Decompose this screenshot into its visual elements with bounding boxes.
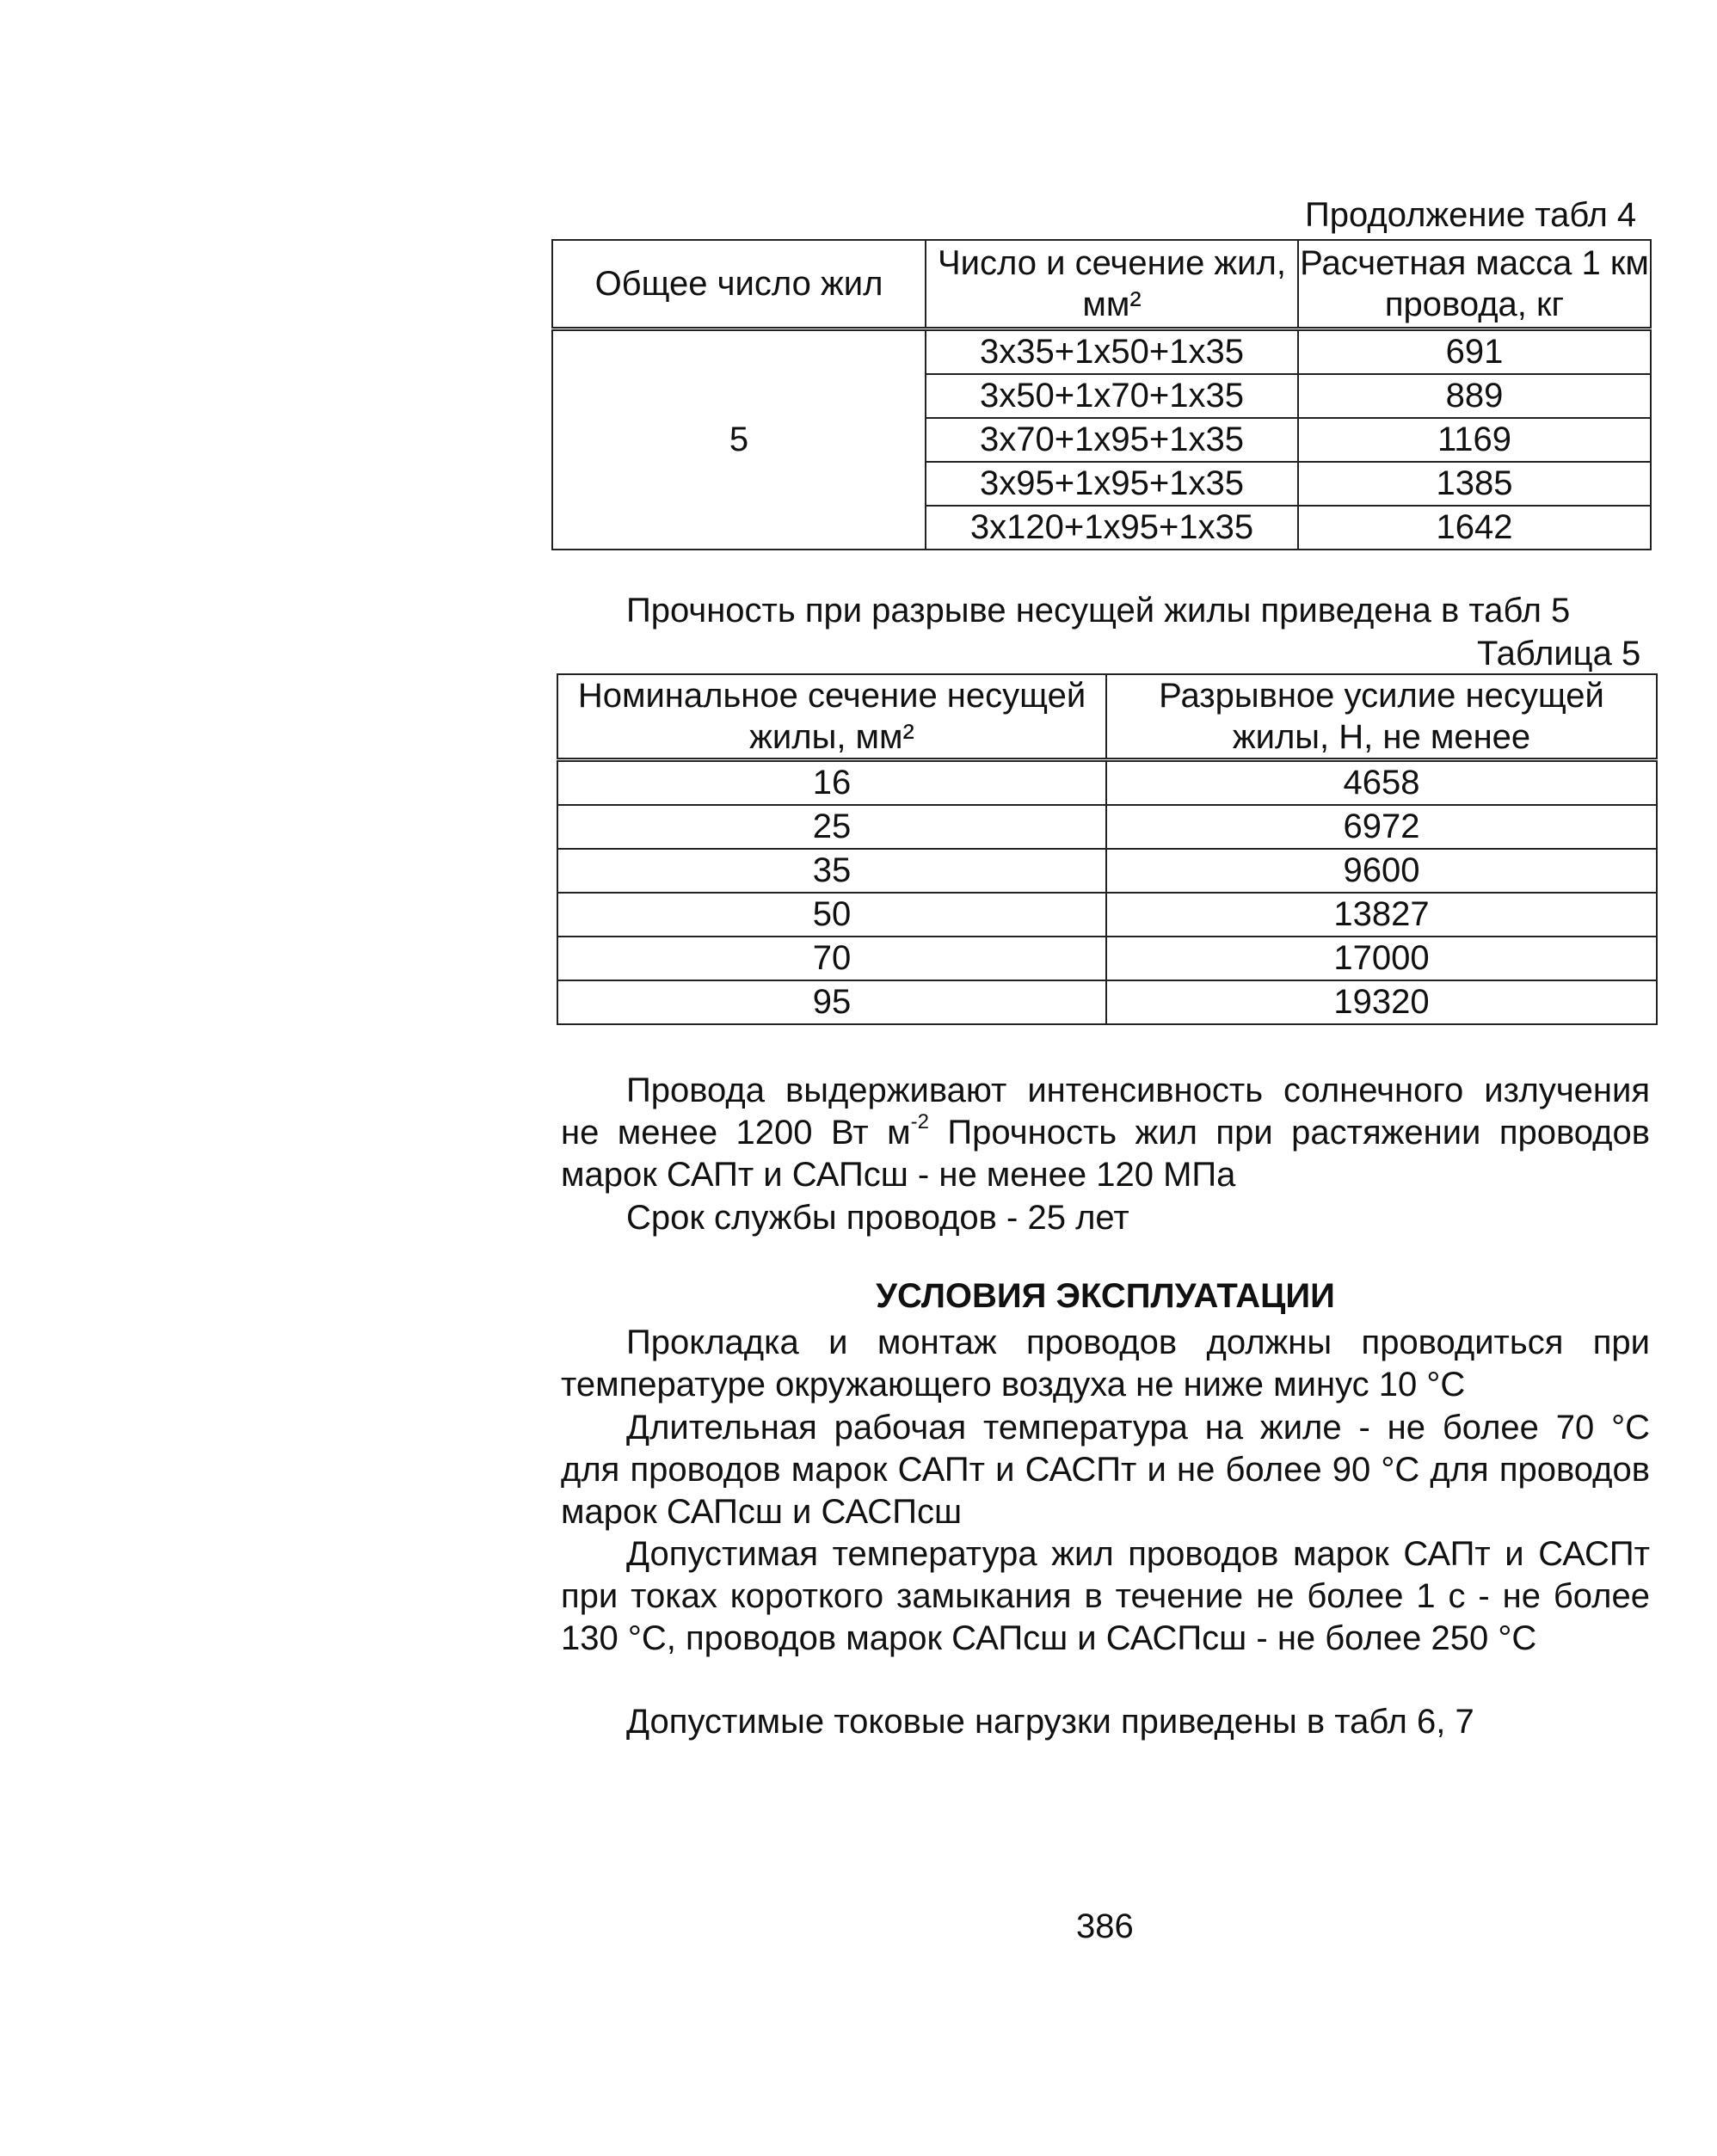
table5-section-cell: 95 [557, 980, 1106, 1024]
paragraph-text: Прочность жил при растяжении проводов марок САПт и САПсш - не менее 120 МПа [561, 1114, 1650, 1194]
table4-mass-cell: 889 [1298, 374, 1651, 418]
table5-section-cell: 16 [557, 760, 1106, 806]
table-row [557, 849, 1657, 893]
table-row [557, 980, 1657, 1024]
table4-mass-cell: 1169 [1298, 418, 1651, 462]
table5-section-cell: 70 [557, 937, 1106, 980]
table5-force-cell: 9600 [1106, 849, 1657, 893]
table5-header-section: Номинальное сечение несущей жилы, мм² [557, 674, 1106, 760]
table4-mass-cell: 691 [1298, 329, 1651, 375]
table5-intro-text: Прочность при разрыве несущей жилы приведена в табл 5 [626, 592, 1571, 630]
table4 [551, 239, 1652, 550]
table5-caption: Таблица 5 [1477, 635, 1641, 673]
table5-force-cell: 4658 [1106, 760, 1657, 806]
table-row [552, 329, 1651, 375]
table4-section-cell: 3x35+1x50+1x35 [926, 329, 1298, 375]
table-row [557, 760, 1657, 806]
table5 [557, 673, 1658, 1025]
table4-section-cell: 3x50+1x70+1x35 [926, 374, 1298, 418]
table5-force-cell: 17000 [1106, 937, 1657, 980]
table5-section-cell: 50 [557, 893, 1106, 937]
superscript: -2 [910, 1109, 929, 1133]
table4-section-cell: 3x95+1x95+1x35 [926, 462, 1298, 506]
table4-header-total-cores: Общее число жил [552, 240, 926, 329]
table4-total-cores-cell: 5 [552, 329, 926, 550]
table4-header-cores-section: Число и сечение жил, мм² [926, 240, 1298, 329]
table4-header-row [552, 240, 1651, 329]
table5-force-cell: 6972 [1106, 805, 1657, 849]
table5-section-cell: 35 [557, 849, 1106, 893]
table4-mass-cell: 1385 [1298, 462, 1651, 506]
table-row [557, 893, 1657, 937]
paragraph-solar-radiation [561, 1070, 1650, 1196]
paragraph-text: Провода выдерживают интенсивность солнечного излучения не менее 1200 Вт м [561, 1072, 1650, 1152]
table5-force-cell: 19320 [1106, 980, 1657, 1024]
table-row [557, 937, 1657, 980]
paragraph-operating-temperature: Длительная рабочая температура на жиле - не более 70 °С для проводов марок САПт и САСПт и не более 90 °С для проводов марок САПсш и САСПсш [561, 1409, 1650, 1531]
table4-mass-cell: 1642 [1298, 506, 1651, 550]
table5-section-cell: 25 [557, 805, 1106, 849]
table5-header-force: Разрывное усилие несущей жилы, Н, не менее [1106, 674, 1657, 760]
paragraph-current-loads: Допустимые токовые нагрузки приведены в табл 6, 7 [626, 1703, 1474, 1741]
table4-header-mass: Расчетная масса 1 км провода, кг [1298, 240, 1651, 329]
page-number: 386 [1076, 1907, 1134, 1945]
paragraph-short-circuit: Допустимая температура жил проводов марок САПт и САСПт при токах короткого замыкания в течение не более 1 с - не более 130 °С, проводов марок САПсш и САСПсш - не более 250 °С [561, 1535, 1650, 1657]
table-row [557, 805, 1657, 849]
paragraph-installation: Прокладка и монтаж проводов должны проводиться при температуре окружающего воздуха не ниже минус 10 °С [561, 1324, 1650, 1404]
paragraph-service-life: Срок службы проводов - 25 лет [626, 1199, 1129, 1237]
table5-header-row [557, 674, 1657, 760]
table4-caption: Продолжение табл 4 [1305, 196, 1637, 234]
table4-section-cell: 3x70+1x95+1x35 [926, 418, 1298, 462]
table4-section-cell: 3x120+1x95+1x35 [926, 506, 1298, 550]
section-heading: УСЛОВИЯ ЭКСПЛУАТАЦИИ [876, 1277, 1335, 1315]
table5-force-cell: 13827 [1106, 893, 1657, 937]
